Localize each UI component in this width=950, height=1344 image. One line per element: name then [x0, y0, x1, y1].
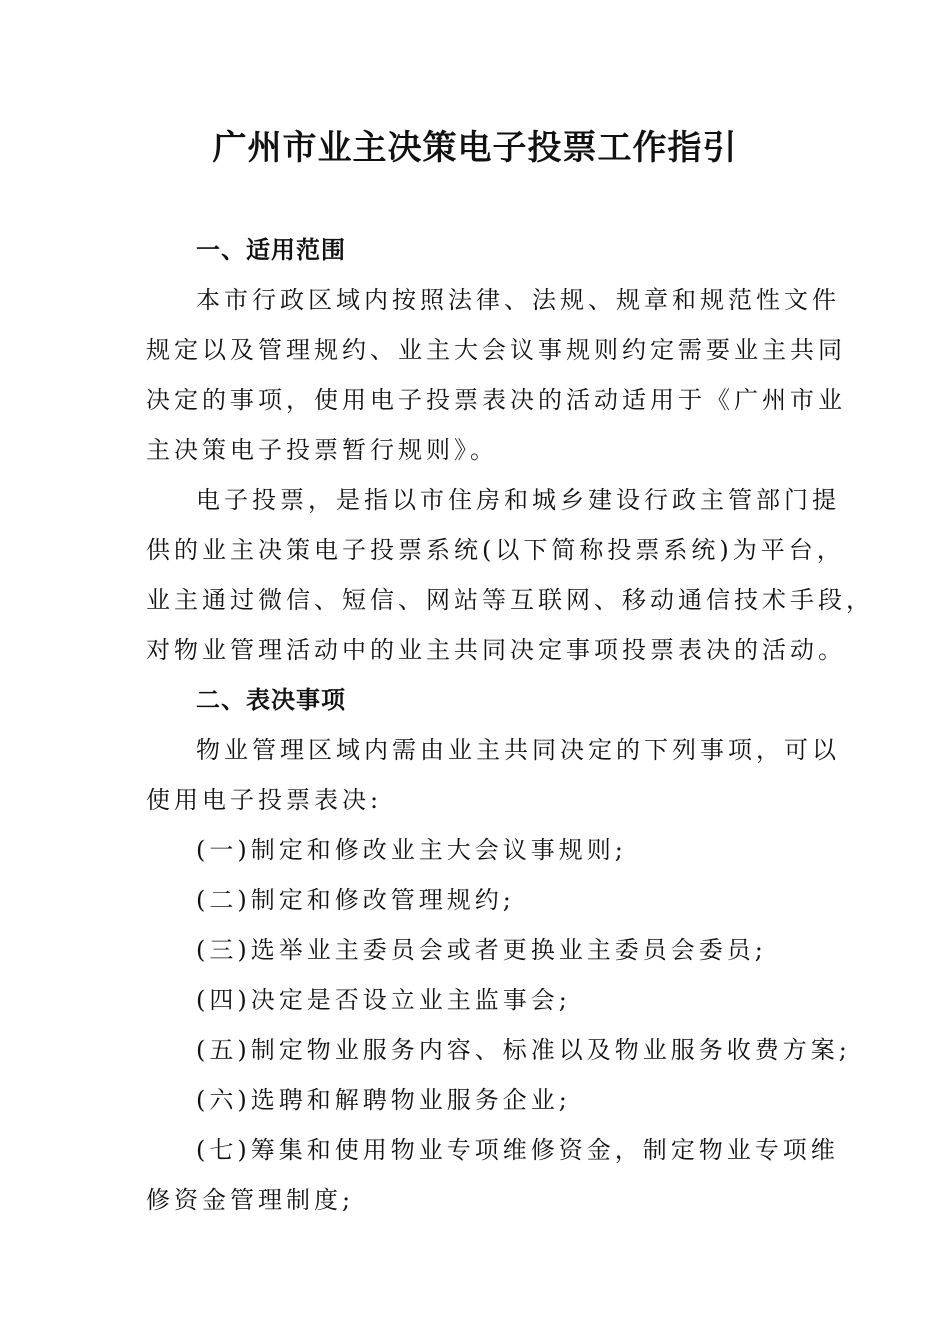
paragraph-line: 决定的事项，使用电子投票表决的活动适用于《广州市业: [146, 386, 846, 414]
list-item: (一)制定和修改业主大会议事规则;: [196, 836, 627, 864]
paragraph-line: 物业管理区域内需由业主共同决定的下列事项，可以: [196, 736, 840, 764]
paragraph-line: 供的业主决策电子投票系统(以下简称投票系统)为平台，: [146, 536, 845, 564]
list-item: (五)制定物业服务内容、标准以及物业服务收费方案;: [196, 1036, 851, 1064]
paragraph-line: 本市行政区域内按照法律、法规、规章和规范性文件: [196, 286, 840, 314]
paragraph-line: 规定以及管理规约、业主大会议事规则约定需要业主共同: [146, 336, 846, 364]
list-item: (七)筹集和使用物业专项维修资金，制定物业专项维: [196, 1136, 839, 1164]
list-item: (二)制定和修改管理规约;: [196, 886, 515, 914]
paragraph-line: 对物业管理活动中的业主共同决定事项投票表决的活动。: [146, 636, 846, 664]
list-item: (三)选举业主委员会或者更换业主委员会委员;: [196, 936, 767, 964]
paragraph-line: 主决策电子投票暂行规则》。: [146, 436, 498, 464]
list-item: (六)选聘和解聘物业服务企业;: [196, 1086, 571, 1114]
paragraph-line: 业主通过微信、短信、网站等互联网、移动通信技术手段，: [146, 586, 874, 614]
section-heading-matters: 二、表决事项: [196, 686, 346, 714]
section-heading-scope: 一、适用范围: [196, 236, 346, 264]
list-item: (四)决定是否设立业主监事会;: [196, 986, 571, 1014]
paragraph-line: 电子投票，是指以市住房和城乡建设行政主管部门提: [196, 486, 840, 514]
paragraph-line: 使用电子投票表决:: [146, 786, 383, 814]
list-item-continuation: 修资金管理制度;: [146, 1186, 355, 1214]
document-title: 广州市业主决策电子投票工作指引: [212, 128, 738, 168]
